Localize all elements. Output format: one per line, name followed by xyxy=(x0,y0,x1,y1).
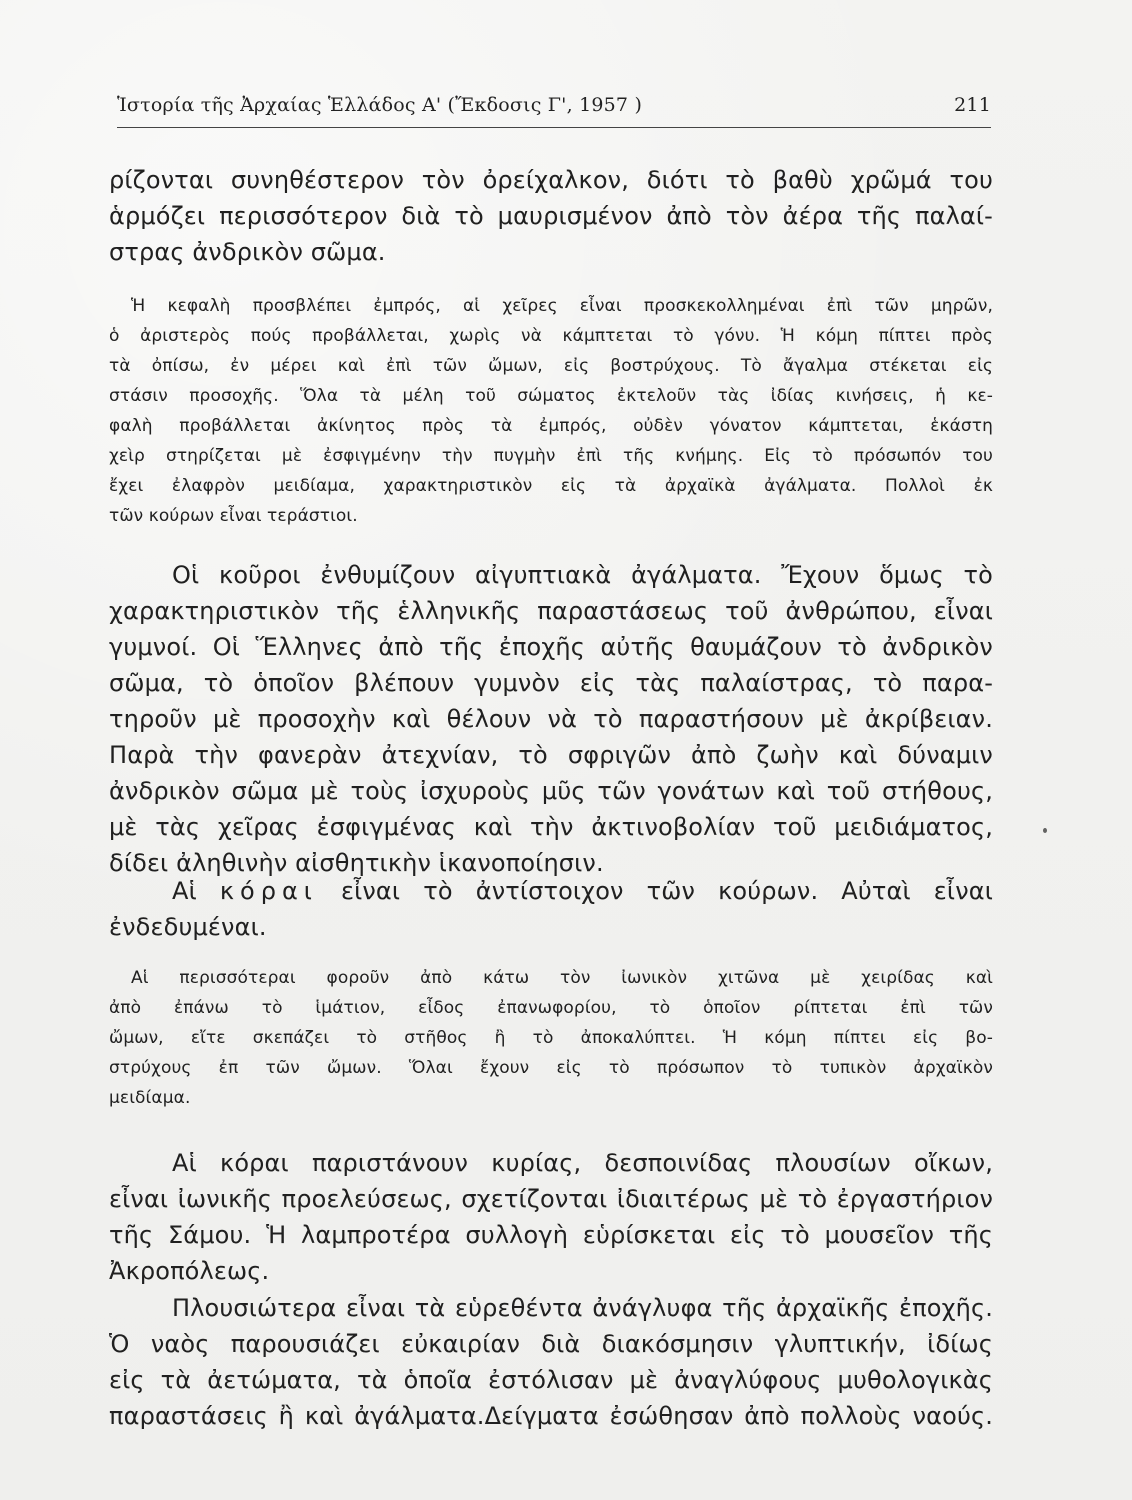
text-line: δίδει ἀληθινὴν αἰσθητικὴν ἱκανοποίησιν. xyxy=(109,849,604,877)
text-line: χεὶρ στηρίζεται μὲ ἐσφιγμένην τὴν πυγμὴν ἐπὶ τῆς κνήμης. Εἰς τὸ πρόσωπόν του xyxy=(109,446,993,466)
text-line: Ἡ κεφαλὴ προσβλέπει ἐμπρός, αἱ χεῖρες εἶναι προσκεκολλημέναι ἐπὶ τῶν μηρῶν, xyxy=(131,296,993,316)
text-line: παραστάσεις ἢ καὶ ἀγάλματα.Δείγματα ἐσώθησαν ἀπὸ πολλοὺς ναούς. xyxy=(109,1402,993,1430)
paragraph-4-rest: εἶναι τὸ ἀντίστοιχον τῶν κούρων. Αὐταὶ εἶναι xyxy=(340,877,993,905)
text-line: τὰ ὀπίσω, ἐν μέρει καὶ ἐπὶ τῶν ὤμων, εἰς βοστρύχους. Τὸ ἄγαλμα στέκεται εἰς xyxy=(109,356,993,376)
text-line: Ἀκροπόλεως. xyxy=(109,1257,270,1285)
text-line: ὁ ἀριστερὸς πούς προβάλλεται, χωρὶς νὰ κάμπτεται τὸ γόνυ. Ἡ κόμη πίπτει πρὸς xyxy=(109,326,993,346)
paragraph-1 xyxy=(109,162,993,270)
text-line: ἐνδεδυμέναι. xyxy=(109,913,267,941)
paragraph-6 xyxy=(109,1145,993,1289)
text-line: στρύχους ἐπ τῶν ὤμων. Ὅλαι ἔχουν εἰς τὸ πρόσωπον τὸ τυπικὸν ἀρχαϊκὸν xyxy=(109,1058,993,1078)
text-line: μειδίαμα. xyxy=(109,1088,191,1108)
text-line: χαρακτηριστικὸν τῆς ἑλληνικῆς παραστάσεως τοῦ ἀνθρώπου, εἶναι xyxy=(109,597,993,625)
text-line: Παρὰ τὴν φανερὰν ἀτεχνίαν, τὸ σφριγῶν ἀπὸ ζωὴν καὶ δύναμιν xyxy=(109,741,993,769)
paragraph-4 xyxy=(109,873,993,945)
text-line: ἀνδρικὸν σῶμα μὲ τοὺς ἰσχυροὺς μῦς τῶν γονάτων καὶ τοῦ στήθους, xyxy=(109,777,993,805)
text-line: τῶν κούρων εἶναι τεράστιοι. xyxy=(109,506,358,526)
text-line: ὤμων, εἴτε σκεπάζει τὸ στῆθος ἢ τὸ ἀποκαλύπτει. Ἡ κόμη πίπτει εἰς βο- xyxy=(109,1028,993,1048)
text-line: τηροῦν μὲ προσοχὴν καὶ θέλουν νὰ τὸ παραστήσουν μὲ ἀκρίβειαν. xyxy=(109,705,993,733)
book-title: Ἱστορία τῆς Ἀρχαίας Ἑλλάδος Α' (Ἔκδοσις Γ', 1957 ) xyxy=(117,94,643,116)
text-line: ρίζονται συνηθέστερον τὸν ὀρείχαλκον, διότι τὸ βαθὺ χρῶμά του xyxy=(109,166,993,194)
text-line: εἰς τὰ ἀετώματα, τὰ ὁποῖα ἐστόλισαν μὲ ἀναγλύφους μυθολογικὰς xyxy=(109,1366,993,1394)
text-line: φαλὴ προβάλλεται ἀκίνητος πρὸς τὰ ἐμπρός, οὐδὲν γόνατον κάμπτεται, ἑκάστη xyxy=(109,416,993,436)
text-line: ἁρμόζει περισσότερον διὰ τὸ μαυρισμένον ἀπὸ τὸν ἀέρα τῆς παλαί- xyxy=(109,202,993,230)
text-line: Οἱ κοῦροι ἐνθυμίζουν αἰγυπτιακὰ ἀγάλματα. Ἔχουν ὅμως τὸ xyxy=(172,561,993,589)
text-line xyxy=(109,873,993,909)
text-line: μὲ τὰς χεῖρας ἐσφιγμένας καὶ τὴν ἀκτινοβολίαν τοῦ μειδιάματος, xyxy=(109,813,993,841)
paragraph-7 xyxy=(109,1290,993,1434)
text-line: Αἱ περισσότεραι φοροῦν ἀπὸ κάτω τὸν ἰωνικὸν χιτῶνα μὲ χειρίδας καὶ xyxy=(131,968,993,988)
paragraph-4-start: Αἱ xyxy=(172,877,197,905)
page-number: 211 xyxy=(954,94,991,116)
text-line: στρας ἀνδρικὸν σῶμα. xyxy=(109,238,386,266)
text-line: Αἱ κόραι παριστάνουν κυρίας, δεσποινίδας πλουσίων οἴκων, xyxy=(172,1149,993,1177)
paragraph-5-small xyxy=(109,963,993,1113)
text-line: γυμνοί. Οἱ Ἕλληνες ἀπὸ τῆς ἐποχῆς αὐτῆς θαυμάζουν τὸ ἀνδρικὸν xyxy=(109,633,993,661)
emphasized-term: κόραι xyxy=(219,877,318,905)
header-rule xyxy=(117,127,991,128)
margin-mark xyxy=(1043,828,1047,833)
text-line: στάσιν προσοχῆς. Ὅλα τὰ μέλη τοῦ σώματος ἐκτελοῦν τὰς ἰδίας κινήσεις, ἡ κε- xyxy=(109,386,993,406)
text-line: ἀπὸ ἐπάνω τὸ ἱμάτιον, εἶδος ἐπανωφορίου, τὸ ὁποῖον ρίπτεται ἐπὶ τῶν xyxy=(109,998,993,1018)
text-line: ἔχει ἐλαφρὸν μειδίαμα, χαρακτηριστικὸν εἰς τὰ ἀρχαϊκὰ ἀγάλματα. Πολλοὶ ἐκ xyxy=(109,476,993,496)
text-line: Πλουσιώτερα εἶναι τὰ εὑρεθέντα ἀνάγλυφα τῆς ἀρχαϊκῆς ἐποχῆς. xyxy=(172,1294,993,1322)
running-header xyxy=(117,88,991,128)
paragraph-2-small xyxy=(109,291,993,531)
paragraph-3 xyxy=(109,557,993,881)
text-line: σῶμα, τὸ ὁποῖον βλέπουν γυμνὸν εἰς τὰς παλαίστρας, τὸ παρα- xyxy=(109,669,993,697)
text-line: εἶναι ἰωνικῆς προελεύσεως, σχετίζονται ἰδιαιτέρως μὲ τὸ ἐργαστήριον xyxy=(109,1185,993,1213)
text-line: τῆς Σάμου. Ἡ λαμπροτέρα συλλογὴ εὑρίσκεται εἰς τὸ μουσεῖον τῆς xyxy=(109,1221,993,1249)
text-line: Ὁ ναὸς παρουσιάζει εὐκαιρίαν διὰ διακόσμησιν γλυπτικήν, ἰδίως xyxy=(109,1330,993,1358)
